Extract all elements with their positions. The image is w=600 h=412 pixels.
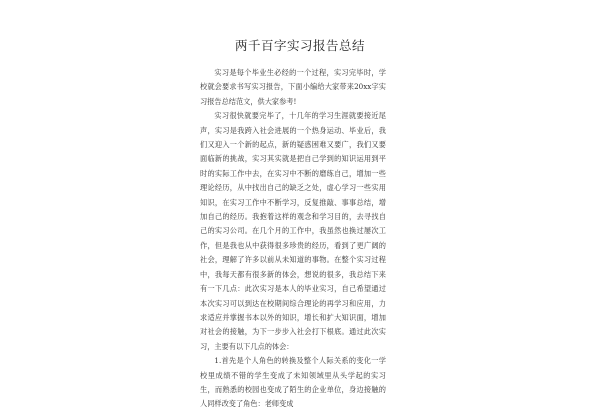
- document-title: 两千百字实习报告总结: [234, 38, 365, 53]
- document-body: [200, 66, 386, 412]
- main-paragraph: 实习很快就要完毕了，十几年的学习生涯就要接近尾声，实习是我跨入社会进展的一个热身运动、毕业后，我们又迎入一个新的起点，新的疑惑困难又要广，我们又要面临新的挑战，实习其实就是把自己学到的知识运用到平时的实际工作中去，在实习中不断的磨练自己，增加一些理论经历，从中找出自己的缺乏之处，虚心学习一些实用知识，在实习工作中不断学习，反复推敲、事事总结，增加自己的经历。我抱着这样的观念和学习目的，去寻找自己的实习公司。在几个月的工作中，我虽然也换过屡次工作，但是我也从中获得很多珍贵的经历，看到了更广阔的社会，理解了许多以前从未知道的事物。在整个实习过程中，我每天都有很多新的体会，想说的很多，我总结下来有一下几点：此次实习是本人的毕业实习，自己希望通过本次实习可以到达在校期间综合理论的再学习和应用，力求适应并掌握书本以外的知识，增长和扩大知识面，增加对社会的接触，为下一步步入社会打下根底。通过此次实习，主要有以下几点的体会：: [200, 111, 386, 351]
- intro-paragraph: 实习是每个毕业生必经的一个过程，实习完毕时，学校就会要求书写实习报告，下面小编给大家带来20xx字实习报告总结范文，供大家参考!: [200, 68, 386, 106]
- point-one-paragraph: 1.首先是个人角色的转换及整个人际关系的变化一学校里成绩不错的学生变成了未知领域里从头学起的实习生，而熟悉的校园也变成了陌生的企业单位，身边接触的人同样改变了角色：老师变成: [200, 356, 386, 409]
